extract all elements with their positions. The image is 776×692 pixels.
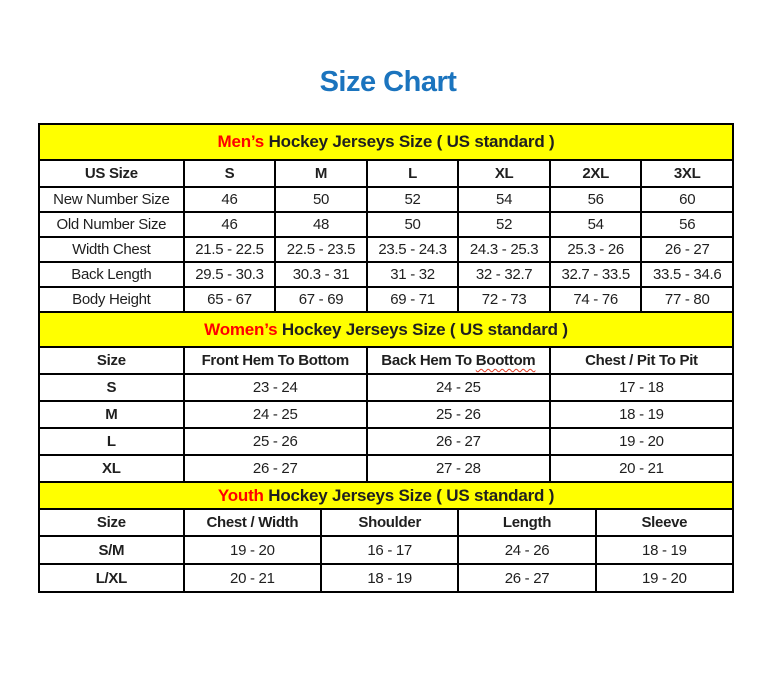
column-header: Shoulder: [321, 509, 458, 536]
value-cell: 56: [641, 212, 733, 237]
youth-size-table: [38, 481, 734, 593]
value-cell: 77 - 80: [641, 287, 733, 312]
column-header: Size: [39, 347, 184, 374]
column-header: US Size: [39, 160, 184, 187]
value-cell: 20 - 21: [550, 455, 733, 482]
column-header: 2XL: [550, 160, 642, 187]
table-row: [39, 428, 733, 455]
value-cell: 72 - 73: [458, 287, 550, 312]
value-cell: 16 - 17: [321, 536, 458, 564]
row-label: L: [39, 428, 184, 455]
section-title-highlight: Women’s: [204, 319, 278, 339]
section-title-rest: Hockey Jerseys Size ( US standard ): [263, 485, 555, 505]
mens-size-table: [38, 123, 734, 313]
value-cell: 60: [641, 187, 733, 212]
value-cell: 26 - 27: [367, 428, 550, 455]
column-header: [367, 347, 550, 374]
value-cell: 26 - 27: [641, 237, 733, 262]
row-label: M: [39, 401, 184, 428]
column-header: L: [367, 160, 459, 187]
section-title-highlight: Youth: [217, 485, 264, 505]
column-header: Front Hem To Bottom: [184, 347, 367, 374]
row-label: Body Height: [39, 287, 184, 312]
value-cell: 54: [550, 212, 642, 237]
row-label: S: [39, 374, 184, 401]
page-title: Size Chart: [319, 66, 457, 98]
table-row: [39, 564, 733, 592]
column-header: 3XL: [641, 160, 733, 187]
value-cell: 18 - 19: [550, 401, 733, 428]
value-cell: 52: [458, 212, 550, 237]
section-title-rest: Hockey Jerseys Size ( US standard ): [277, 319, 568, 339]
mens-column-header-row: [39, 160, 733, 187]
value-cell: 26 - 27: [458, 564, 595, 592]
value-cell: 26 - 27: [184, 455, 367, 482]
column-header: M: [275, 160, 367, 187]
column-header: Length: [458, 509, 595, 536]
value-cell: 24.3 - 25.3: [458, 237, 550, 262]
row-label: Back Length: [39, 262, 184, 287]
value-cell: 32.7 - 33.5: [550, 262, 642, 287]
size-chart-tables: [38, 123, 734, 593]
value-cell: 27 - 28: [367, 455, 550, 482]
table-row: [39, 374, 733, 401]
column-header: Size: [39, 509, 184, 536]
row-label: Old Number Size: [39, 212, 184, 237]
womens-section-row: [39, 312, 733, 347]
value-cell: 50: [275, 187, 367, 212]
column-header: Sleeve: [596, 509, 733, 536]
mens-section-row: [39, 124, 733, 160]
row-label: L/XL: [39, 564, 184, 592]
value-cell: 18 - 19: [321, 564, 458, 592]
value-cell: 69 - 71: [367, 287, 459, 312]
youth-column-header-row: [39, 509, 733, 536]
column-header: S: [184, 160, 276, 187]
value-cell: 19 - 20: [550, 428, 733, 455]
table-row: [39, 455, 733, 482]
value-cell: 32 - 32.7: [458, 262, 550, 287]
row-label: New Number Size: [39, 187, 184, 212]
value-cell: 25.3 - 26: [550, 237, 642, 262]
table-row: [39, 187, 733, 212]
value-cell: 54: [458, 187, 550, 212]
misspelled-word: Boottom: [475, 352, 536, 369]
womens-column-header-row: [39, 347, 733, 374]
value-cell: 25 - 26: [184, 428, 367, 455]
value-cell: 21.5 - 22.5: [184, 237, 276, 262]
womens-size-table: [38, 311, 734, 483]
value-cell: 18 - 19: [596, 536, 733, 564]
section-title-highlight: Men’s: [217, 132, 265, 151]
section-title-rest: Hockey Jerseys Size ( US standard ): [264, 132, 555, 151]
value-cell: 33.5 - 34.6: [641, 262, 733, 287]
value-cell: 24 - 25: [184, 401, 367, 428]
youth-section-title: [39, 482, 733, 509]
value-cell: 23.5 - 24.3: [367, 237, 459, 262]
value-cell: 24 - 25: [367, 374, 550, 401]
value-cell: 67 - 69: [275, 287, 367, 312]
column-header-text: Back Hem To: [381, 352, 476, 369]
table-row: [39, 536, 733, 564]
value-cell: 19 - 20: [596, 564, 733, 592]
table-row: [39, 262, 733, 287]
value-cell: 52: [367, 187, 459, 212]
value-cell: 46: [184, 212, 276, 237]
womens-section-title: [39, 312, 733, 347]
table-row: [39, 401, 733, 428]
column-header: Chest / Width: [184, 509, 321, 536]
value-cell: 46: [184, 187, 276, 212]
value-cell: 24 - 26: [458, 536, 595, 564]
table-row: [39, 287, 733, 312]
value-cell: 30.3 - 31: [275, 262, 367, 287]
value-cell: 29.5 - 30.3: [184, 262, 276, 287]
value-cell: 22.5 - 23.5: [275, 237, 367, 262]
table-row: [39, 212, 733, 237]
value-cell: 56: [550, 187, 642, 212]
value-cell: 74 - 76: [550, 287, 642, 312]
table-row: [39, 237, 733, 262]
value-cell: 65 - 67: [184, 287, 276, 312]
value-cell: 50: [367, 212, 459, 237]
youth-section-row: [39, 482, 733, 509]
value-cell: 31 - 32: [367, 262, 459, 287]
value-cell: 20 - 21: [184, 564, 321, 592]
row-label: XL: [39, 455, 184, 482]
value-cell: 25 - 26: [367, 401, 550, 428]
column-header: Chest / Pit To Pit: [550, 347, 733, 374]
row-label: Width Chest: [39, 237, 184, 262]
value-cell: 17 - 18: [550, 374, 733, 401]
row-label: S/M: [39, 536, 184, 564]
mens-section-title: [39, 124, 733, 160]
value-cell: 19 - 20: [184, 536, 321, 564]
value-cell: 23 - 24: [184, 374, 367, 401]
column-header: XL: [458, 160, 550, 187]
value-cell: 48: [275, 212, 367, 237]
